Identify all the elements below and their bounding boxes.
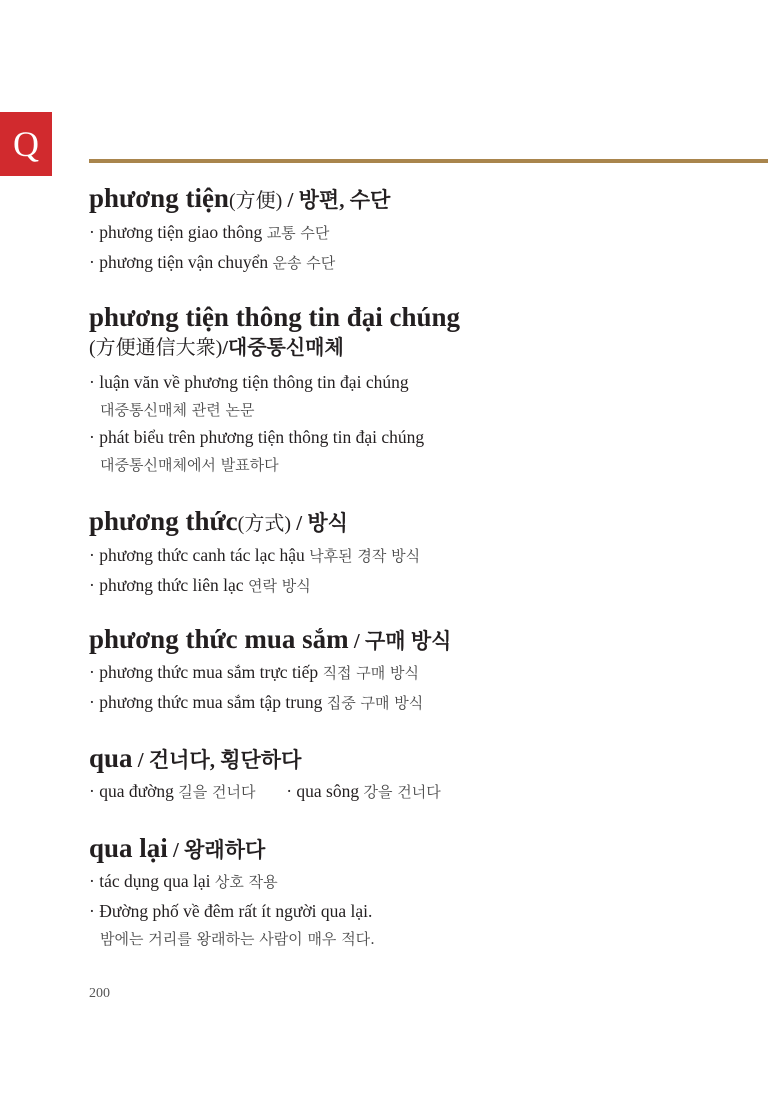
example-vi: · phương thức mua sắm tập trung [89,692,323,712]
example [89,867,729,897]
example-vi: · phương tiện giao thông [89,222,263,242]
example-vi: · phương thức canh tác lạc hậu [89,545,305,565]
example-vi: · phát biểu trên phương tiện thông tin đại chúng [89,427,425,447]
gloss: /대중통신매체 [222,337,344,359]
example-ko: 대중통신매체 관련 논문 [100,401,255,419]
example-ko: 낙후된 경작 방식 [309,547,421,565]
dictionary-entry [89,300,729,478]
header-rule [89,159,768,163]
hanja: (方便) [228,190,283,212]
example [89,218,729,248]
gloss: / 방식 [290,511,348,535]
headword: phương tiện thông tin đại chúng [89,302,461,332]
example-vi: · phương thức mua sắm trực tiếp [89,662,319,682]
example-vi: · phương thức liên lạc [89,575,244,595]
example-vi: · qua đường [89,781,174,801]
example [89,248,729,278]
example-vi: · tác dụng qua lại [89,871,211,891]
dictionary-entry [89,741,729,807]
dictionary-entry [89,504,729,601]
hanja: (方式) [237,513,291,535]
entry-heading [89,831,729,867]
entry-heading [89,504,729,541]
headword: phương thức mua sắm [89,624,349,654]
example [89,423,729,478]
example [89,658,729,688]
example-ko: 대중통신매체에서 발표하다 [100,456,279,474]
dictionary-entry [89,831,729,952]
example-vi: · luận văn về phương tiện thông tin đại chúng [89,372,409,392]
example-ko: 밤에는 거리를 왕래하는 사람이 매우 적다. [100,930,375,948]
example [89,897,729,952]
gloss: / 방편, 수단 [282,188,391,212]
section-letter-tab: Q [0,112,52,176]
example [89,688,729,718]
entry-subheading [89,334,729,362]
entry-heading [89,741,729,777]
example-ko: 길을 건너다 [178,783,256,801]
example [89,541,729,571]
example-vi: · Đường phố về đêm rất ít người qua lại. [89,901,373,921]
headword: qua lại [89,833,168,863]
page-number: 200 [89,986,110,1001]
example-ko: 상호 작용 [214,873,278,891]
headword: phương tiện [89,183,229,213]
example-vi: · phương tiện vận chuyển [89,252,269,272]
example [89,368,729,423]
gloss: / 구매 방식 [348,629,452,653]
example-ko: 강을 건너다 [363,783,441,801]
entry-heading [89,181,729,218]
headword: phương thức [89,506,238,536]
entry-heading [89,300,729,334]
headword: qua [89,743,133,773]
example-vi: · qua sông [286,781,360,801]
example-ko: 운송 수단 [272,254,336,272]
example-ko: 연락 방식 [247,577,311,595]
example [89,777,729,807]
example-ko: 직접 구매 방식 [322,664,420,682]
example-ko: 집중 구매 방식 [326,694,424,712]
gloss: / 건너다, 횡단하다 [132,748,302,772]
example [89,571,729,601]
entry-heading [89,622,729,658]
example-ko: 교통 수단 [266,224,330,242]
dictionary-entry [89,181,729,278]
dictionary-entry [89,622,729,718]
gloss: / 왕래하다 [167,838,266,862]
hanja: (方便通信大衆) [89,337,223,359]
